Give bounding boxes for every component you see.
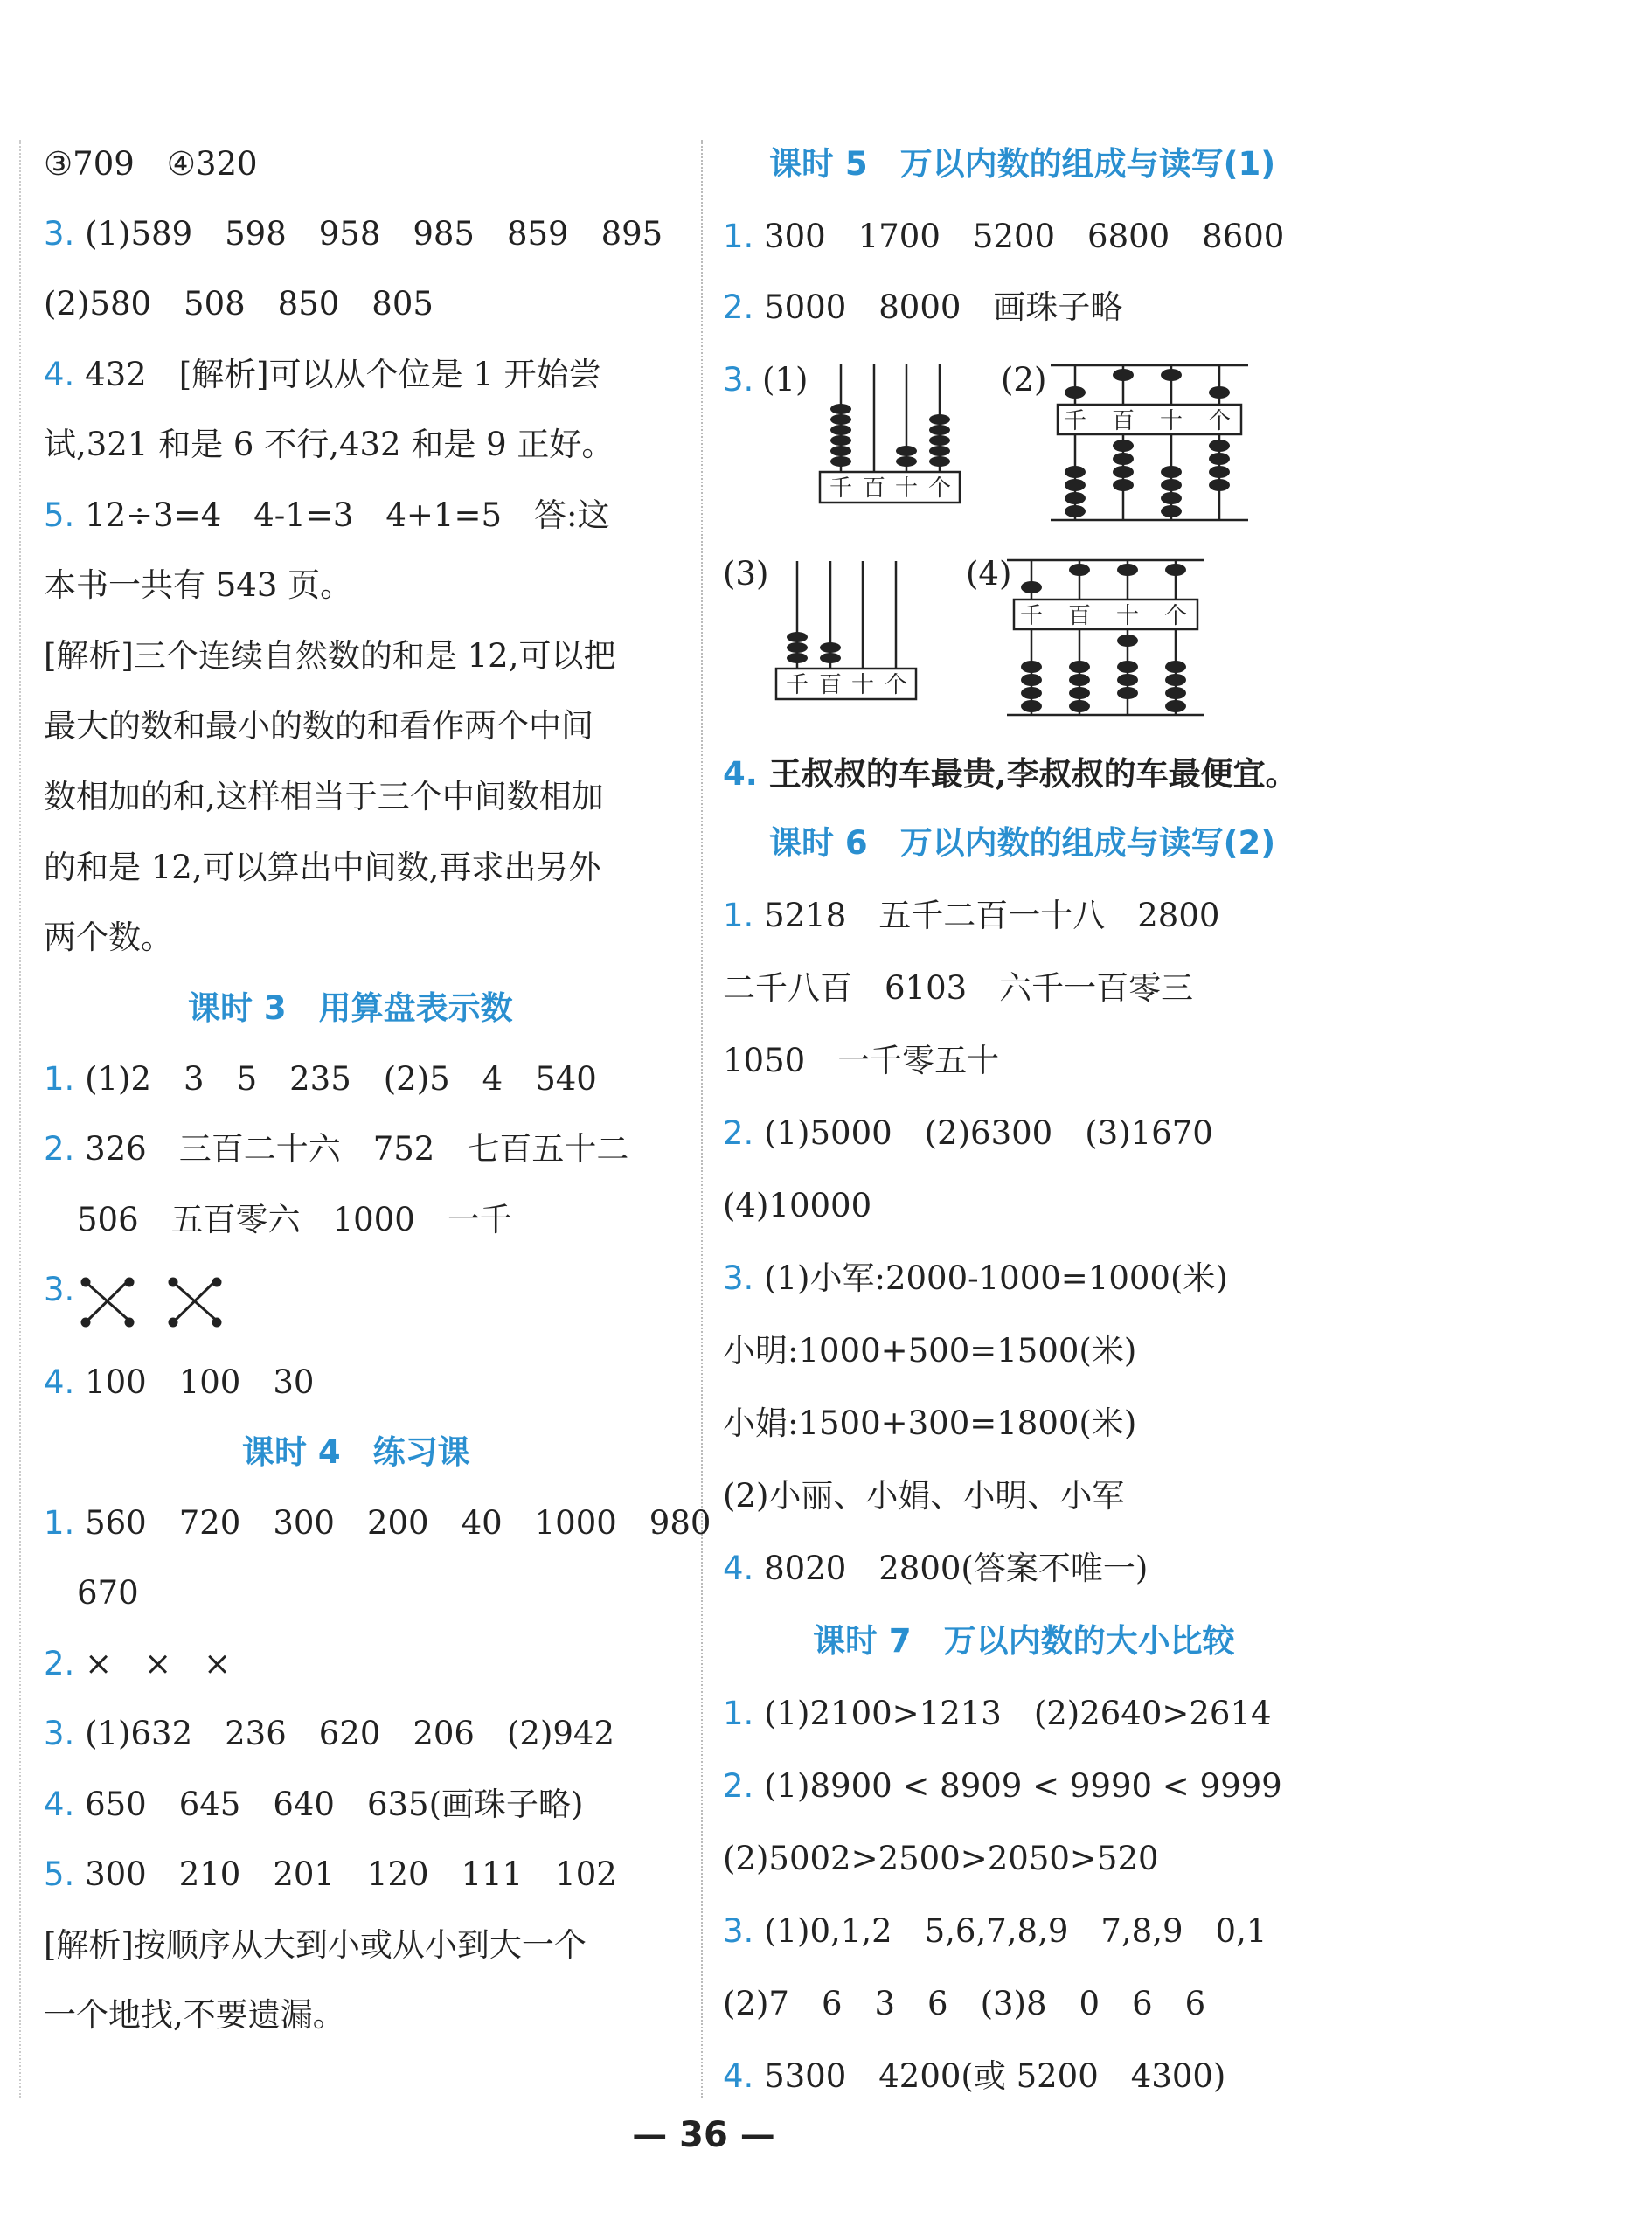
answer-line: 的和是 12,可以算出中间数,再求出另外	[44, 849, 601, 886]
answer-line: 506 五百零六 1000 一千	[77, 1201, 512, 1238]
answer-line	[44, 1501, 711, 1545]
answer-line	[44, 1361, 314, 1404]
abacus-1	[813, 363, 966, 507]
place-label: 千	[829, 475, 853, 502]
item-number: 2.	[723, 1767, 754, 1805]
answer-line	[723, 1910, 1267, 1953]
item-number: 3.	[723, 1912, 754, 1950]
answer-text: 300 1700 5200 6800 8600	[764, 218, 1285, 255]
answer-line	[723, 286, 1122, 329]
answer-line: (2)7 6 3 6 (3)8 0 6 6	[723, 1985, 1206, 2022]
match-dot	[126, 1279, 133, 1286]
answer-line	[723, 752, 1298, 796]
item-number: 3.	[44, 1271, 75, 1308]
answer-line	[44, 494, 609, 537]
answer-line	[723, 1112, 1213, 1155]
item-number: 2.	[723, 288, 754, 326]
section-heading: 课时 6 万以内数的组成与读写(2)	[769, 824, 1276, 862]
item-number: 3.	[723, 1259, 754, 1297]
page-number: — 36 —	[632, 2115, 775, 2155]
match-dot	[82, 1279, 89, 1286]
answer-text: 12÷3=4 4-1=3 4+1=5 答:这	[85, 496, 610, 534]
place-label: 百	[818, 672, 843, 698]
section-heading: 课时 3 用算盘表示数	[188, 989, 513, 1027]
answer-line: [解析]按顺序从大到小或从小到大一个	[44, 1926, 587, 1964]
answer-text: (1)2100>1213 (2)2640>2614	[764, 1695, 1272, 1732]
answer-line	[723, 1257, 1228, 1300]
item-number: 5.	[44, 1855, 75, 1893]
answer-line	[44, 353, 601, 397]
item-number: 5.	[44, 496, 75, 534]
answer-line: (2)580 508 850 805	[44, 285, 434, 322]
item-number: 4.	[44, 356, 75, 393]
item-number: 1.	[723, 218, 754, 255]
place-label: 百	[1111, 408, 1135, 434]
column-divider	[701, 140, 703, 2098]
place-label: 千	[785, 672, 809, 698]
answer-line	[723, 358, 753, 402]
item-number: 3.	[723, 361, 754, 399]
item-number: 2.	[44, 1645, 75, 1682]
place-label: 个	[927, 475, 952, 502]
answer-text: × × ×	[85, 1645, 232, 1682]
item-number: 2.	[44, 1130, 75, 1168]
answer-text: 650 645 640 635(画珠子略)	[85, 1786, 584, 1823]
abacus-4	[1005, 558, 1206, 719]
answer-line: (2)5002>2500>2050>520	[723, 1840, 1159, 1877]
answer-line: 二千八百 6103 六千一百零三	[723, 969, 1194, 1007]
answer-line	[44, 1268, 74, 1312]
answer-line	[44, 212, 663, 256]
place-label: 十	[850, 672, 875, 698]
place-label: 千	[1063, 408, 1087, 434]
answer-line	[44, 1712, 614, 1756]
answer-line: 数相加的和,这样相当于三个中间数相加	[44, 778, 604, 815]
answer-text: (1)8900 < 8909 < 9990 < 9999	[764, 1767, 1282, 1805]
abacus-label: (4)	[966, 555, 1012, 593]
answer-line: 一个地找,不要遗漏。	[44, 1996, 345, 2034]
left-margin-rule	[19, 140, 21, 2098]
answer-text: 王叔叔的车最贵,李叔叔的车最便宜。	[768, 754, 1298, 793]
answer-line	[44, 1127, 628, 1171]
abacus-3	[769, 559, 922, 704]
abacus-label: (3)	[723, 555, 769, 593]
item-number: 4.	[723, 2057, 754, 2095]
matching-lines-figure	[79, 1272, 227, 1333]
answer-line	[723, 215, 1284, 259]
answer-text: (1)小军:2000-1000=1000(米)	[764, 1259, 1228, 1297]
abacus-label: (1)	[762, 361, 809, 399]
place-label: 十	[1115, 603, 1140, 629]
place-label: 百	[1067, 603, 1092, 629]
answer-text: (1)589 598 958 985 859 895	[85, 215, 663, 253]
answer-line	[44, 1783, 583, 1827]
answer-text: 5218 五千二百一十八 2800	[764, 897, 1220, 934]
section-heading: 课时 5 万以内数的组成与读写(1)	[769, 145, 1276, 183]
answer-line: 小明:1000+500=1500(米)	[723, 1332, 1137, 1370]
answer-line: 670	[77, 1574, 139, 1612]
answer-text: 432 [解析]可以从个位是 1 开始尝	[85, 356, 601, 393]
answer-line	[723, 1765, 1282, 1808]
match-dot	[213, 1279, 220, 1286]
item-number: 4.	[723, 1550, 754, 1587]
answer-line: (4)10000	[723, 1187, 872, 1224]
match-dot	[170, 1279, 177, 1286]
place-label: 百	[862, 475, 886, 502]
answer-text: (1)2 3 5 235 (2)5 4 540	[85, 1060, 597, 1098]
answer-line	[44, 1853, 617, 1897]
answer-line: 小娟:1500+300=1800(米)	[723, 1404, 1137, 1442]
place-label: 个	[1163, 603, 1188, 629]
answer-text: (1)632 236 620 206 (2)942	[85, 1715, 615, 1752]
answer-text: 560 720 300 200 40 1000 980	[85, 1504, 711, 1542]
section-heading: 课时 4 练习课	[242, 1433, 470, 1471]
item-number: 1.	[723, 1695, 754, 1732]
item-number: 1.	[44, 1060, 75, 1098]
answer-line	[44, 1058, 597, 1101]
item-number: 4.	[44, 1363, 75, 1401]
section-heading: 课时 7 万以内数的大小比较	[813, 1622, 1235, 1660]
answer-text: 8020 2800(答案不唯一)	[764, 1550, 1149, 1587]
answer-line: 本书一共有 543 页。	[44, 566, 353, 604]
answer-line	[723, 1547, 1148, 1591]
answer-line: 最大的数和最小的数的和看作两个中间	[44, 707, 593, 745]
abacus-label: (2)	[1001, 361, 1047, 399]
place-label: 个	[1207, 408, 1232, 434]
answer-text: 100 100 30	[85, 1363, 315, 1401]
answer-line	[723, 1692, 1272, 1736]
place-label: 十	[1159, 408, 1183, 434]
answer-text: 5000 8000 画珠子略	[764, 288, 1123, 326]
match-dot	[213, 1319, 220, 1326]
abacus-2	[1049, 363, 1250, 524]
answer-line: 两个数。	[44, 919, 173, 956]
answer-line: (2)小丽、小娟、小明、小军	[723, 1477, 1125, 1515]
item-number: 1.	[723, 897, 754, 934]
place-label: 十	[894, 475, 919, 502]
answer-text: 5300 4200(或 5200 4300)	[764, 2057, 1226, 2095]
place-label: 千	[1019, 603, 1044, 629]
answer-text: 326 三百二十六 752 七百五十二	[85, 1130, 629, 1168]
answer-line: [解析]三个连续自然数的和是 12,可以把	[44, 637, 616, 675]
item-number: 3.	[44, 1715, 75, 1752]
answer-line	[723, 894, 1219, 938]
answer-line	[44, 1642, 231, 1686]
item-number: 2.	[723, 1114, 754, 1152]
answer-text: 300 210 201 120 111 102	[85, 1855, 617, 1893]
match-dot	[170, 1319, 177, 1326]
place-label: 个	[884, 672, 908, 698]
match-dot	[126, 1319, 133, 1326]
item-number: 4.	[723, 755, 758, 793]
match-dot	[82, 1319, 89, 1326]
answer-line	[723, 2055, 1225, 2098]
answer-text: (1)0,1,2 5,6,7,8,9 7,8,9 0,1	[764, 1912, 1267, 1950]
answer-line: ③709 ④320	[44, 145, 258, 183]
answer-line: 1050 一千零五十	[723, 1042, 1000, 1079]
answer-text: (1)5000 (2)6300 (3)1670	[764, 1114, 1213, 1152]
item-number: 1.	[44, 1504, 75, 1542]
answer-line: 试,321 和是 6 不行,432 和是 9 正好。	[44, 426, 614, 463]
item-number: 3.	[44, 215, 75, 253]
item-number: 4.	[44, 1786, 75, 1823]
